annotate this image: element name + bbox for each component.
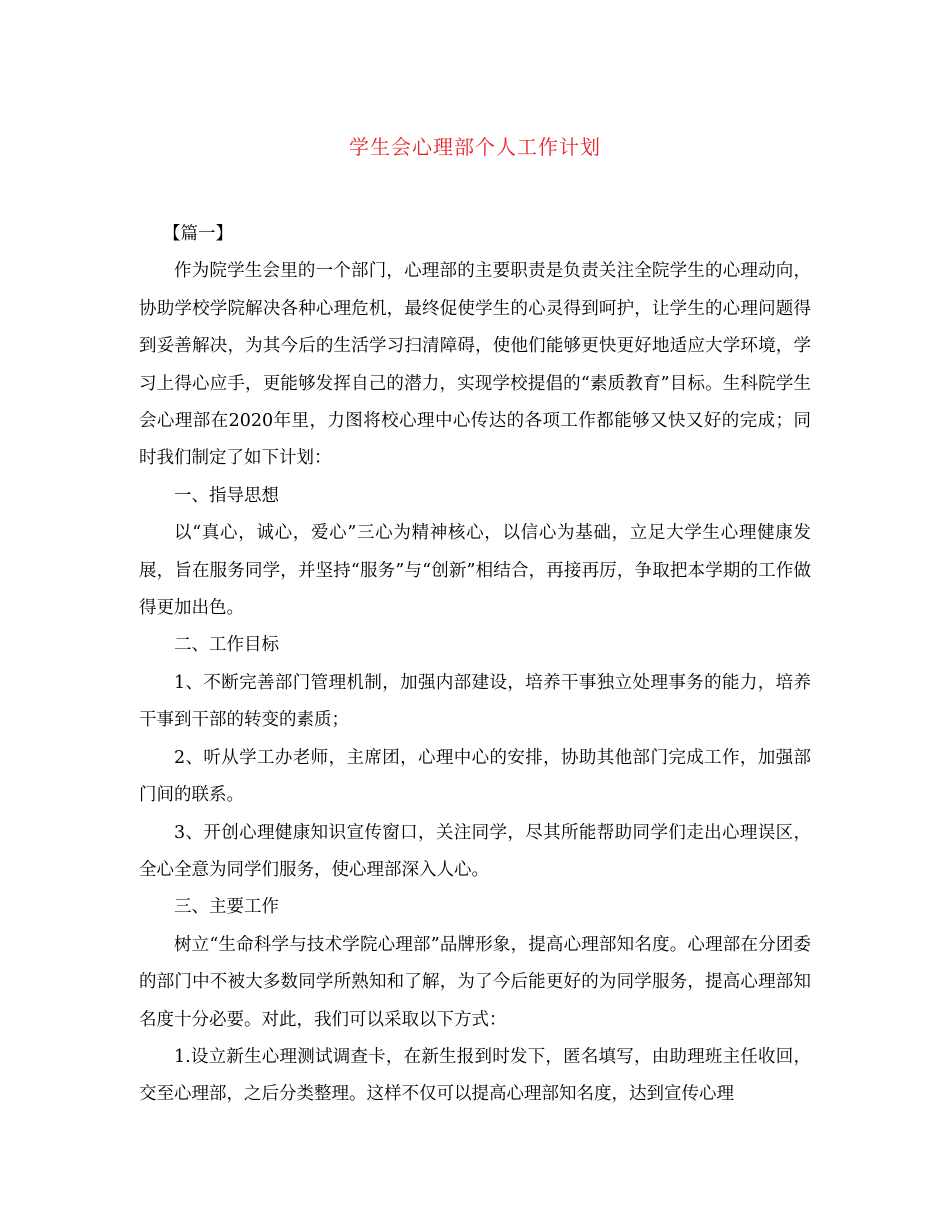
- heading-guiding-principle: 一、指导思想: [174, 485, 279, 506]
- heading-main-work: 三、主要工作: [174, 897, 279, 918]
- heading-work-goals: 二、工作目标: [174, 635, 279, 656]
- paragraph-goal-3: 3、开创心理健康知识宣传窗口，关注同学，尽其所能帮助同学们走出心理误区，全心全意为同学们服务，使心理部深入人心。: [139, 822, 811, 880]
- document-body: [139, 216, 811, 1114]
- paragraph-goal-1: 1、不断完善部门管理机制，加强内部建设，培养干事独立处理事务的能力，培养干事到干部的转变的素质；: [139, 672, 811, 731]
- paragraph-goal-2: 2、听从学工办老师，主席团，心理中心的安排，协助其他部门完成工作，加强部门间的联系。: [139, 747, 811, 806]
- document-title: 学生会心理部个人工作计划: [349, 135, 601, 159]
- paragraph-guiding-principle: 以“真心，诚心，爱心”三心为精神核心，以信心为基础，立足大学生心理健康发展，旨在服务同学，并坚持“服务”与“创新”相结合，再接再厉，争取把本学期的工作做得更加出色。: [139, 523, 811, 619]
- paragraph-main-work: 树立“生命科学与技术学院心理部”品牌形象，提高心理部知名度。心理部在分团委的部门中不被大多数同学所熟知和了解，为了今后能更好的为同学服务，提高心理部知名度十分必要。对此，我们可以采取以下方式：: [139, 934, 811, 1030]
- section-heading-part-one: 【篇一】: [163, 224, 233, 244]
- paragraph-intro: 作为院学生会里的一个部门，心理部的主要职责是负责关注全院学生的心理动向，协助学校学院解决各种心理危机，最终促使学生的心灵得到呵护，让学生的心理问题得到妥善解决，为其今后的生活学习扫清障碍，使他们能够更快更好地适应大学环境，学习上得心应手，更能够发挥自己的潜力，实现学校提倡的“素质教育”目标。生科院学生会心理部在2020年里，力图将校心理中心传达的各项工作都能够又快又好的完成；同时我们制定了如下计划：: [139, 261, 811, 469]
- paragraph-item-1: 1.设立新生心理测试调查卡，在新生报到时发下，匿名填写，由助理班主任收回，交至心理部，之后分类整理。这样不仅可以提高心理部知名度，达到宣传心理: [139, 1046, 811, 1105]
